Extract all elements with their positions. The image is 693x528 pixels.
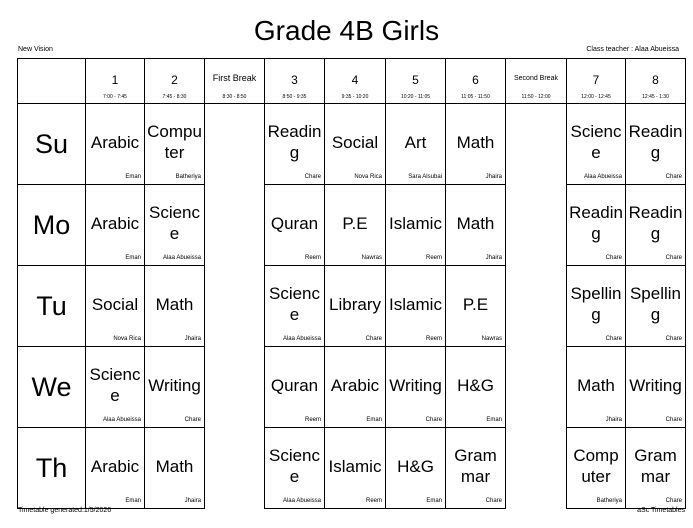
lesson-subject: Quran: [270, 213, 319, 233]
day-cell: [18, 347, 86, 428]
lesson-teacher: Reem: [425, 336, 442, 342]
lesson-subject: Science: [268, 446, 321, 486]
day-name: Th: [35, 452, 68, 483]
lesson-subject: Quran: [270, 375, 319, 395]
break-cell: [506, 104, 567, 185]
lesson-cell: [386, 185, 446, 266]
lesson-subject: Library: [329, 294, 381, 314]
lesson-cell: [86, 185, 145, 266]
lesson-teacher: Jhaira: [485, 255, 502, 261]
day-cell: [18, 185, 86, 266]
lesson-subject: Islamic: [389, 294, 442, 314]
lesson-teacher: Sara Alsubai: [408, 174, 442, 180]
lesson-cell: [325, 428, 386, 509]
period-time: 10:20 - 11:05: [400, 94, 431, 100]
lesson-cell: [446, 266, 506, 347]
lesson-teacher: Eman: [486, 417, 502, 423]
lesson-teacher: Chare: [184, 417, 201, 423]
lesson-cell: [86, 347, 145, 428]
lesson-teacher: Alaa Abueissa: [583, 174, 622, 180]
lesson-teacher: Chare: [365, 336, 382, 342]
day-name: We: [31, 371, 72, 402]
lesson-subject: Social: [331, 132, 379, 152]
break-header: [506, 59, 567, 104]
break-cell: [205, 347, 265, 428]
lesson-cell: [626, 104, 686, 185]
lesson-subject: Spelling: [570, 284, 622, 324]
lesson-teacher: Reem: [425, 255, 442, 261]
period-header: [386, 59, 446, 104]
day-row: [18, 347, 686, 428]
lesson-teacher: Jhaira: [485, 174, 502, 180]
lesson-teacher: Nawras: [481, 336, 502, 342]
lesson-teacher: Batheriya: [175, 174, 201, 180]
period-number: 1: [111, 73, 119, 87]
lesson-cell: [626, 428, 686, 509]
lesson-cell: [145, 347, 205, 428]
period-time: 7:00 - 7:45: [103, 94, 127, 100]
period-time: 11:05 - 11:50: [461, 94, 490, 100]
lesson-subject: Arabic: [330, 375, 380, 395]
period-time: 9:35 - 10:20: [341, 94, 369, 100]
lesson-teacher: Chare: [665, 336, 682, 342]
lesson-subject: Math: [155, 456, 194, 476]
lesson-subject: Social: [91, 294, 139, 314]
lesson-subject: Science: [89, 365, 141, 405]
day-row: [18, 266, 686, 347]
lesson-teacher: Chare: [304, 174, 321, 180]
lesson-subject: Science: [268, 284, 321, 324]
lesson-subject: Spelling: [629, 284, 682, 324]
lesson-teacher: Chare: [665, 417, 682, 423]
lesson-cell: [145, 266, 205, 347]
day-row: [18, 428, 686, 509]
lesson-cell: [265, 428, 325, 509]
break-cell: [506, 428, 567, 509]
period-time: 12:45 - 1:30: [642, 94, 669, 100]
page-title: Grade 4B Girls: [253, 15, 440, 46]
lesson-teacher: Reem: [365, 498, 382, 504]
lesson-subject: Arabic: [90, 132, 140, 152]
lesson-teacher: Eman: [125, 174, 141, 180]
day-row: [18, 104, 686, 185]
lesson-cell: [325, 104, 386, 185]
lesson-subject: Arabic: [90, 456, 140, 476]
lesson-teacher: Nawras: [361, 255, 382, 261]
day-name: Tu: [36, 290, 67, 321]
lesson-subject: Science: [570, 122, 622, 162]
lesson-cell: [265, 104, 325, 185]
lesson-cell: [626, 266, 686, 347]
lesson-teacher: Eman: [426, 498, 442, 504]
lesson-subject: Grammar: [634, 446, 677, 486]
break-label: Second Break: [514, 75, 558, 82]
lesson-subject: Writing: [148, 375, 201, 395]
period-header: [446, 59, 506, 104]
lesson-teacher: Jhaira: [184, 336, 201, 342]
lesson-subject: P.E: [342, 213, 368, 233]
break-cell: [506, 185, 567, 266]
lesson-teacher: Chare: [665, 174, 682, 180]
lesson-subject: H&G: [457, 375, 494, 395]
lesson-cell: [386, 347, 446, 428]
lesson-cell: [145, 104, 205, 185]
corner-cell: [18, 59, 86, 104]
break-cell: [506, 347, 567, 428]
lesson-subject: H&G: [397, 456, 434, 476]
lesson-teacher: Alaa Abueissa: [282, 498, 321, 504]
lesson-cell: [386, 104, 446, 185]
period-number: 2: [171, 73, 178, 87]
period-header: [86, 59, 145, 104]
lesson-cell: [567, 428, 626, 509]
period-time: 11:50 - 12:00: [521, 94, 551, 100]
lesson-teacher: Reem: [304, 417, 321, 423]
lesson-subject: Reading: [569, 203, 623, 243]
lesson-cell: [567, 347, 626, 428]
period-header: [265, 59, 325, 104]
lesson-cell: [86, 104, 145, 185]
lesson-teacher: Alaa Abueissa: [282, 336, 321, 342]
lesson-subject: Computer: [147, 122, 202, 162]
lesson-cell: [265, 266, 325, 347]
lesson-teacher: Eman: [125, 255, 141, 261]
period-time: 12:00 - 12:45: [581, 94, 611, 100]
period-number: 3: [291, 73, 298, 87]
day-name: Mo: [32, 209, 71, 240]
lesson-teacher: Chare: [605, 255, 622, 261]
lesson-cell: [86, 428, 145, 509]
lesson-subject: Math: [577, 375, 615, 395]
lesson-cell: [86, 266, 145, 347]
period-header: [567, 59, 626, 104]
lesson-cell: [567, 104, 626, 185]
class-teacher: Class teacher : Alaa Abueissa: [586, 46, 679, 53]
lesson-teacher: Reem: [304, 255, 321, 261]
lesson-cell: [567, 266, 626, 347]
lesson-subject: Reading: [628, 122, 683, 162]
lesson-teacher: Alaa Abueissa: [102, 417, 141, 423]
period-time: 7:45 - 8:30: [162, 94, 187, 100]
break-header: [205, 59, 265, 104]
period-number: 4: [351, 73, 359, 87]
lesson-teacher: Batheriya: [596, 498, 622, 504]
lesson-subject: Math: [155, 294, 194, 314]
lesson-cell: [145, 428, 205, 509]
day-cell: [18, 266, 86, 347]
period-header: [626, 59, 686, 104]
lesson-cell: [386, 428, 446, 509]
period-time: 8:30 - 8:50: [222, 94, 247, 100]
lesson-teacher: Chare: [605, 336, 622, 342]
day-cell: [18, 428, 86, 509]
lesson-subject: P.E: [462, 294, 489, 314]
lesson-cell: [325, 266, 386, 347]
period-header: [325, 59, 386, 104]
lesson-cell: [386, 266, 446, 347]
school-name: New Vision: [18, 46, 53, 53]
lesson-teacher: Eman: [125, 498, 141, 504]
generated-date: Timetable generated:1/5/2026: [18, 507, 112, 514]
lesson-subject: Arabic: [90, 213, 140, 233]
break-cell: [205, 104, 265, 185]
lesson-teacher: Alaa Abueissa: [162, 255, 201, 261]
period-number: 5: [412, 73, 419, 87]
lesson-teacher: Chare: [485, 498, 502, 504]
lesson-subject: Science: [148, 203, 201, 243]
period-number: 7: [592, 73, 600, 87]
lesson-cell: [446, 185, 506, 266]
break-cell: [205, 428, 265, 509]
lesson-teacher: Jhaira: [605, 417, 622, 423]
lesson-cell: [446, 428, 506, 509]
lesson-cell: [446, 347, 506, 428]
lesson-subject: Math: [456, 213, 495, 233]
lesson-cell: [265, 347, 325, 428]
day-row: [18, 185, 686, 266]
break-cell: [506, 266, 567, 347]
lesson-cell: [325, 185, 386, 266]
lesson-cell: [325, 347, 386, 428]
software-credit: aSc Timetables: [637, 507, 685, 514]
lesson-subject: Math: [456, 132, 495, 152]
period-time: 8:50 - 9:35: [282, 94, 307, 100]
lesson-cell: [446, 104, 506, 185]
lesson-teacher: Chare: [665, 255, 682, 261]
lesson-cell: [567, 185, 626, 266]
lesson-subject: Writing: [389, 375, 442, 395]
lesson-subject: Writing: [629, 375, 682, 395]
break-cell: [205, 185, 265, 266]
lesson-teacher: Eman: [366, 417, 382, 423]
lesson-cell: [265, 185, 325, 266]
timetable-grid: [17, 58, 686, 509]
header-row: [18, 59, 686, 104]
lesson-subject: Reading: [267, 122, 322, 162]
lesson-teacher: Chare: [665, 498, 682, 504]
lesson-cell: [626, 347, 686, 428]
period-number: 6: [472, 73, 479, 87]
lesson-teacher: Nova Rica: [354, 174, 382, 180]
lesson-subject: Reading: [628, 203, 683, 243]
lesson-teacher: Jhaira: [184, 498, 201, 504]
lesson-teacher: Nova Rica: [113, 336, 141, 342]
break-cell: [205, 266, 265, 347]
period-number: 8: [652, 73, 659, 87]
lesson-cell: [145, 185, 205, 266]
lesson-subject: Islamic: [389, 213, 442, 233]
lesson-subject: Islamic: [328, 456, 382, 476]
lesson-subject: Computer: [573, 446, 619, 486]
lesson-subject: Grammar: [454, 446, 497, 486]
lesson-cell: [626, 185, 686, 266]
day-name: Su: [34, 128, 69, 159]
day-cell: [18, 104, 86, 185]
lesson-teacher: Chare: [425, 417, 442, 423]
break-label: First Break: [212, 73, 257, 83]
lesson-subject: Art: [404, 132, 427, 152]
period-header: [145, 59, 205, 104]
